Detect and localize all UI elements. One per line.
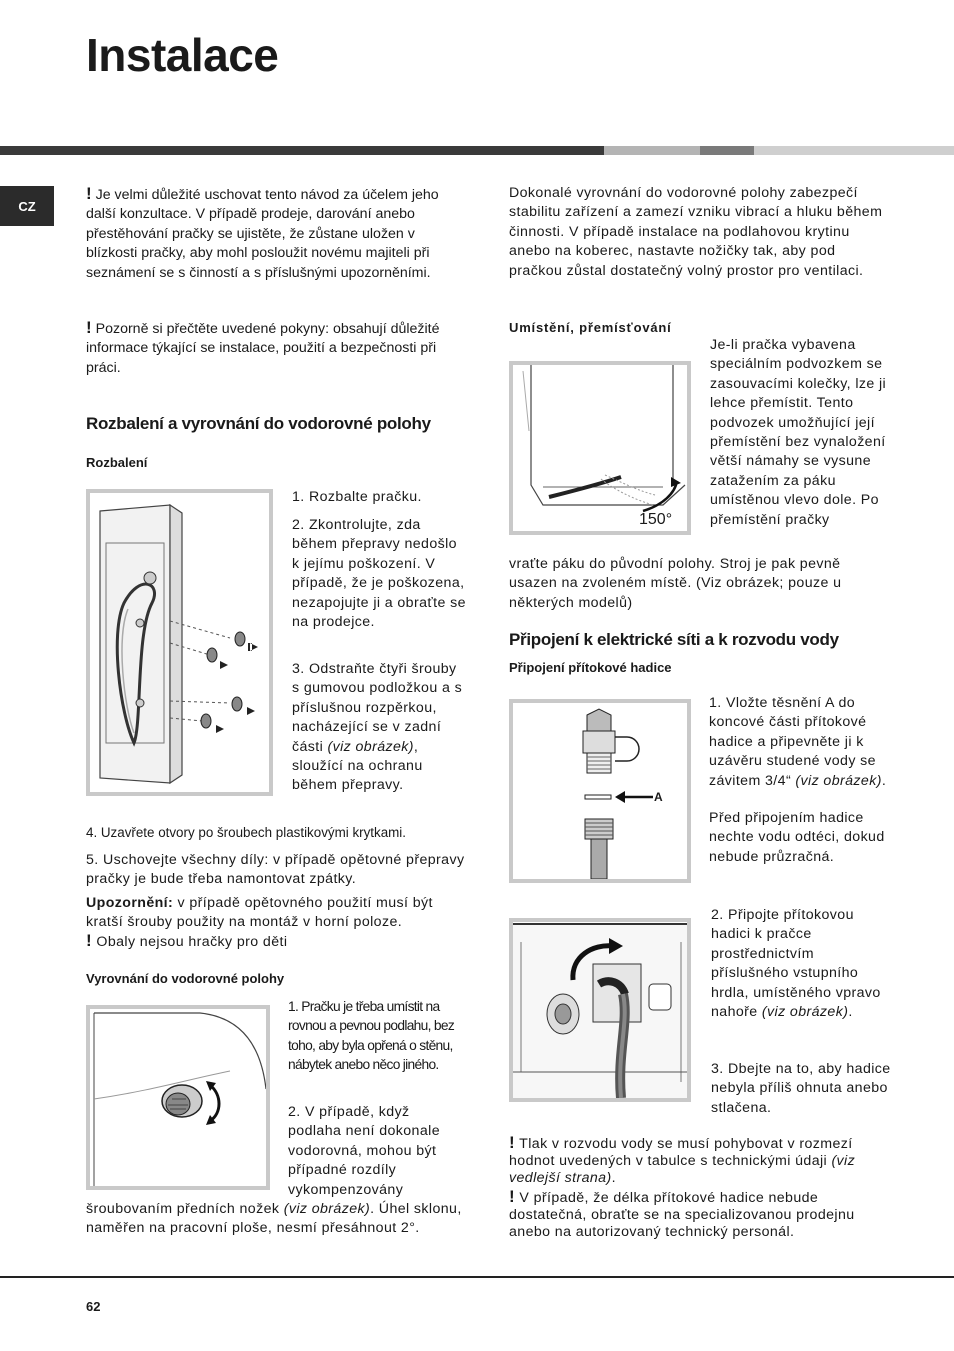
inlet-step-2: 2. Připojte přítokovou hadici k pračce prostřednictvím příslušného vstupního hrdla, umístěného vpravo nahoře (viz obrázek). xyxy=(711,907,881,1021)
inlet-step-1: 1. Vložte těsnění A do koncové části přítokové hadice a připevněte ji k uzávěru studené vody se závitem 3/4“ (viz obrázek). xyxy=(709,695,887,789)
figure-tap-gasket xyxy=(509,699,691,883)
header-band-mid xyxy=(700,146,754,155)
angle-label: 150° xyxy=(639,511,673,528)
inlet-step-3: 3. Dbejte na to, aby hadice nebyla příliš ohnuta anebo stlačena. xyxy=(711,1061,891,1116)
section-heading-unpacking: Rozbalení a vyrovnání do vodorovné polohy xyxy=(86,414,431,433)
exclamation-icon: ! xyxy=(86,318,92,337)
rear-panel-illustration xyxy=(90,493,269,792)
figure-transport-wheels xyxy=(509,361,691,535)
footer-rule xyxy=(0,1276,954,1278)
warning-paragraph-1: ! Je velmi důležité uschovat tento návod za účelem jeho další konzultace. V případě prodeje, darování anebo přestěhování pračky se ujistěte, že zůstane uložen v blízkosti pračky, aby mohl posloužit novému majiteli při seznámení se s činností a s příslušnými upozorněními. xyxy=(86,184,439,281)
subheading-inlet-hose: Připojení přítokové hadice xyxy=(509,660,672,675)
page-title: Instalace xyxy=(86,29,279,81)
subheading-leveling: Vyrovnání do vodorovné polohy xyxy=(86,971,285,986)
subheading-moving: Umístění, přemísťování xyxy=(509,320,672,335)
gasket-label: A xyxy=(654,790,663,804)
leveling-step-2-part-b: šroubovaním předních nožek (viz obrázek). Úhel sklonu, naměřen na pracovní ploše, nesmí přesáhnout 2°. xyxy=(86,1201,462,1237)
caution-label: Upozornění: xyxy=(86,895,174,911)
exclamation-icon: ! xyxy=(509,1133,516,1152)
unpack-step-1: 1. Rozbalte pračku. xyxy=(292,489,422,505)
moving-text-side: Je-li pračka vybavena speciálním podvozkem se zasouvacími kolečky, lze ji lehce přemístit. Tento podvozek umožňující její přemístění bez vynaložení větší námahy se vysune zatažením za páku umístěnou vlevo dole. Po přemístění pračky xyxy=(710,337,887,528)
inlet-step-1-note: Před připojením hadice nechte vodu odtéci, dokud nebude průzračná. xyxy=(709,810,885,865)
adjustable-foot-illustration xyxy=(90,1009,266,1186)
warning-paragraph-5: ! V případě, že délka přítokové hadice nebude dostatečná, obraťte se na specializovanou prodejnu anebo na autorizovaný technický personál. xyxy=(509,1187,855,1240)
hose-connection-illustration xyxy=(513,922,687,1098)
page-number: 62 xyxy=(86,1299,101,1314)
figure-adjustable-foot xyxy=(86,1005,270,1190)
header-band-light xyxy=(604,146,700,155)
exclamation-icon: ! xyxy=(86,931,93,950)
unpack-step-2: 2. Zkontrolujte, zda během přepravy nedošlo k jejímu poškození. V případě, že je poškozena, nezapojujte ji a obraťte se na prodejce. xyxy=(292,517,466,631)
header-band-dark xyxy=(0,146,604,155)
subheading-unpacking: Rozbalení xyxy=(86,455,148,470)
exclamation-icon: ! xyxy=(86,184,92,203)
transport-wheels-illustration xyxy=(513,365,687,531)
unpack-step-4: 4. Uzavřete otvory po šroubech plastikovými krytkami. xyxy=(86,825,407,840)
leveling-step-1: 1. Pračku je třeba umístit na rovnou a pevnou podlahu, bez toho, aby byla opřená o stěnu, nábytek anebo něco jiného. xyxy=(288,999,455,1073)
exclamation-icon: ! xyxy=(509,1187,516,1206)
unpack-step-5: 5. Uschovejte všechny díly: v případě opětovné přepravy pračky je bude třeba namontovat zpátky. xyxy=(86,852,465,888)
caution-note: Upozornění: v případě opětovného použití musí být kratší šrouby použity na montáž v horní poloze. xyxy=(86,895,433,931)
unpack-step-3: 3. Odstraňte čtyři šrouby s gumovou podložkou a s příslušnou rozpěrkou, nacházející se v zadní části (viz obrázek), sloužící na ochranu během přepravy. xyxy=(292,661,463,794)
warning-paragraph-2: ! Pozorně si přečtěte uvedené pokyny: obsahují důležité informace týkající se instalace, použití a bezpečnosti při práci. xyxy=(86,318,440,376)
moving-text-full: vraťte páku do původní polohy. Stroj je pak pevně usazen na zvoleném místě. (Viz obrázek; pouze u některých modelů) xyxy=(509,556,842,611)
leveling-continued: Dokonalé vyrovnání do vodorovné polohy zabezpečí stabilitu zařízení a zamezí vzniku vibrací a hluku během činnosti. V případě instalace na podlahovou krytinu anebo na koberec, nastavte nožičky tak, aby pod pračkou zůstal dostatečný volný prostor pro ventilaci. xyxy=(509,185,883,279)
header-band-pale xyxy=(754,146,954,155)
figure-hose-connection xyxy=(509,918,691,1102)
figure-rear-panel-screws xyxy=(86,489,273,796)
leveling-step-2-part-a: 2. V případě, když podlaha není dokonale vodorovná, mohou být případné rozdíly vykompenzovány xyxy=(288,1104,440,1198)
language-tab: CZ xyxy=(0,186,54,226)
warning-paragraph-3: ! Obaly nejsou hračky pro děti xyxy=(86,931,288,950)
warning-paragraph-4: ! Tlak v rozvodu vody se musí pohybovat v rozmezí hodnot uvedených v tabulce s technickými údaji (viz vedlejší strana). xyxy=(509,1133,856,1186)
section-heading-connection: Připojení k elektrické síti a k rozvodu vody xyxy=(509,630,839,649)
